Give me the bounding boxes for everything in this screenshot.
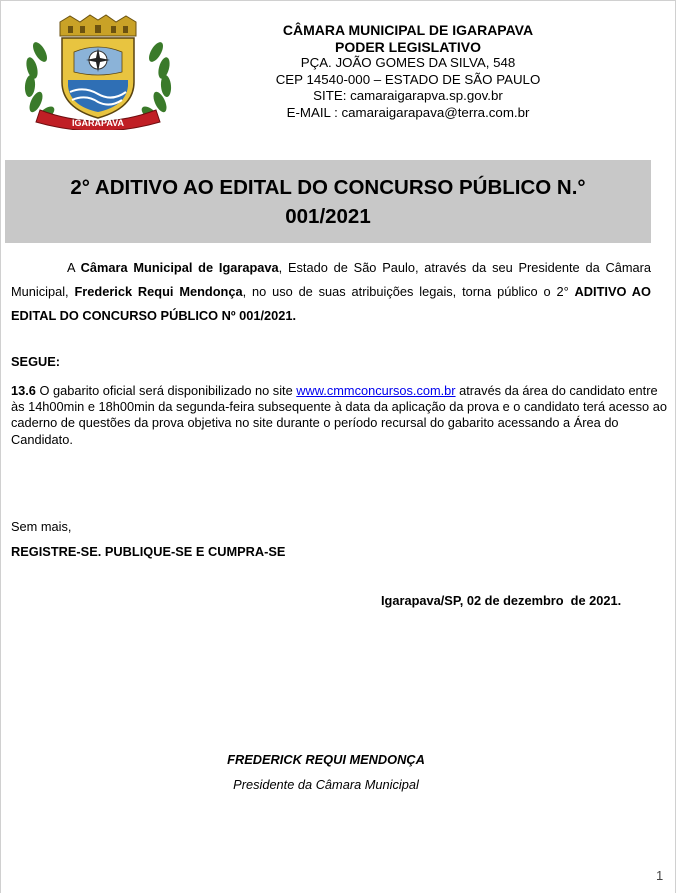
intro-paragraph [11, 256, 651, 328]
clause-text: O gabarito oficial será disponibilizado no site [35, 383, 297, 398]
intro-document-ref: ADITIVO AO EDITAL DO CONCURSO PÚBLICO Nº 001/2021. [11, 284, 651, 323]
page-border [0, 0, 676, 1]
intro-text: A [67, 260, 81, 275]
intro-president-name: Frederick Requi Mendonça [74, 284, 243, 299]
letterhead-email: E-MAIL : camaraigarapava@terra.com.br [286, 104, 530, 120]
closing-phrase: Sem mais, [11, 519, 72, 534]
clause-number: 13.6 [11, 383, 36, 398]
letterhead-site: SITE: camaraigarapva.sp.gov.br [313, 88, 503, 104]
crest-ribbon-text: IGARAPAVA [71, 118, 125, 128]
document-title-box [5, 160, 651, 243]
page-number: 1 [656, 868, 664, 883]
intro-text: , Estado de São Paulo, através da seu Presidente da Câmara Municipal, [11, 260, 651, 299]
letterhead-cep: CEP 14540-000 – ESTADO DE SÃO PAULO [275, 71, 541, 87]
intro-organization: Câmara Municipal de Igarapava [80, 260, 279, 275]
clause-text: através da área do candidato entre às 14h00min e 18h00min da segunda-feira subsequente à data da aplicação da prova e o candidato terá acesso ao caderno de questões da prova objetiva no site durante o período recursal do gabarito acessando a Área do Candidato. [11, 383, 667, 447]
clause-13-6 [11, 383, 669, 448]
letterhead [188, 22, 628, 122]
letterhead-institution: CÂMARA MUNICIPAL DE IGARAPAVA [282, 22, 534, 38]
letterhead-branch: PODER LEGISLATIVO [335, 38, 481, 55]
intro-text: , no uso de suas atribuições legais, torna público o 2° [242, 284, 575, 299]
registre-statement: REGISTRE-SE. PUBLIQUE-SE E CUMPRA-SE [11, 544, 286, 559]
signatory-role: Presidente da Câmara Municipal [233, 777, 419, 792]
municipal-crest-logo [18, 12, 178, 130]
date-line: Igarapava/SP, 02 de dezembro de 2021. [381, 593, 622, 608]
signatory-name: FREDERICK REQUI MENDONÇA [227, 752, 425, 767]
site-link[interactable]: www.cmmconcursos.com.br [296, 383, 456, 398]
document-title: 2° ADITIVO AO EDITAL DO CONCURSO PÚBLICO N.° 001/2021 [70, 175, 586, 228]
section-heading-segue: SEGUE: [11, 354, 61, 369]
letterhead-address: PÇA. JOÃO GOMES DA SILVA, 548 [300, 55, 516, 71]
